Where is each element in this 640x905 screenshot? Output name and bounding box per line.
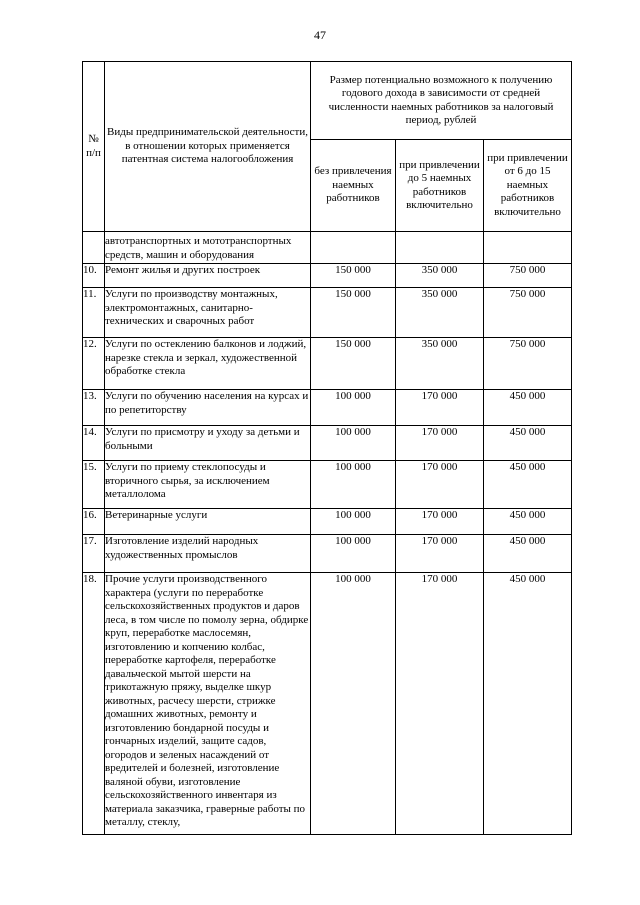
row-value-2: 170 000 [396, 535, 484, 573]
table-body [83, 232, 572, 835]
row-number: 12. [83, 338, 105, 390]
row-activity: Прочие услуги производственного характера (услуги по переработке сельскохозяйственных продуктов и даров леса, в том числе по помолу зерна, обдирке круп, переработке маслосемян, изготовлению и копчению колбас, переработке картофеля, переработке давальческой мытой шерсти на трикотажную пряжу, выделке шкур животных, расчесу шерсти, стрижке домашних животных, ремонту и изготовлению бондарной посуды и гончарных изделий, защите садов, огородов и зеленых насаждений от вредителей и болезней, изготовление валяной обуви, изготовление сельскохозяйственного инвентаря из материала заказчика, граверные работы по металлу, стеклу, [105, 573, 311, 835]
table-row [83, 573, 572, 835]
row-number: 17. [83, 535, 105, 573]
row-value-2: 350 000 [396, 338, 484, 390]
row-value-3 [484, 232, 572, 264]
row-value-3: 450 000 [484, 573, 572, 835]
table-header [83, 62, 572, 232]
row-value-2: 170 000 [396, 390, 484, 426]
page-number: 47 [314, 28, 326, 42]
row-value-1: 150 000 [311, 264, 396, 288]
row-number: 14. [83, 426, 105, 461]
header-6-to-15: при привлечении от 6 до 15 наемных работников включительно [484, 140, 572, 232]
row-value-1: 100 000 [311, 426, 396, 461]
row-value-3: 750 000 [484, 288, 572, 338]
table-row [83, 338, 572, 390]
row-value-2 [396, 232, 484, 264]
row-value-2: 350 000 [396, 264, 484, 288]
row-number: 10. [83, 264, 105, 288]
row-activity: Услуги по приему стеклопосуды и вторичного сырья, за исключением металлолома [105, 461, 311, 509]
table-row [83, 288, 572, 338]
table-row [83, 535, 572, 573]
row-activity: автотранспортных и мототранспортных средств, машин и оборудования [105, 232, 311, 264]
row-value-1: 100 000 [311, 509, 396, 535]
row-value-3: 450 000 [484, 461, 572, 509]
row-value-2: 350 000 [396, 288, 484, 338]
row-value-1: 150 000 [311, 338, 396, 390]
row-activity: Услуги по остеклению балконов и лоджий, нарезке стекла и зеркал, художественной обработке стекла [105, 338, 311, 390]
patent-income-table [82, 61, 572, 835]
table-row [83, 264, 572, 288]
row-value-3: 450 000 [484, 509, 572, 535]
table-row-continuation [83, 232, 572, 264]
row-value-2: 170 000 [396, 509, 484, 535]
row-activity: Услуги по обучению населения на курсах и по репетиторству [105, 390, 311, 426]
table-row [83, 461, 572, 509]
row-value-3: 450 000 [484, 390, 572, 426]
row-number: 16. [83, 509, 105, 535]
row-value-3: 750 000 [484, 264, 572, 288]
row-value-3: 750 000 [484, 338, 572, 390]
header-up-to-5: при привлечении до 5 наемных работников включительно [396, 140, 484, 232]
table-row [83, 509, 572, 535]
row-value-2: 170 000 [396, 461, 484, 509]
row-number: 18. [83, 573, 105, 835]
row-activity: Услуги по производству монтажных, электромонтажных, санитарно-технических и сварочных работ [105, 288, 311, 338]
row-value-1 [311, 232, 396, 264]
row-activity: Услуги по присмотру и уходу за детьми и больными [105, 426, 311, 461]
row-value-1: 150 000 [311, 288, 396, 338]
row-value-2: 170 000 [396, 573, 484, 835]
row-value-1: 100 000 [311, 461, 396, 509]
row-number [83, 232, 105, 264]
row-value-2: 170 000 [396, 426, 484, 461]
row-number: 13. [83, 390, 105, 426]
row-activity: Ремонт жилья и других построек [105, 264, 311, 288]
row-value-1: 100 000 [311, 573, 396, 835]
header-income-group: Размер потенциально возможного к получению годового дохода в зависимости от средней численности наемных работников за налоговый период, рублей [311, 62, 572, 140]
header-activity: Виды предпринимательской деятельности, в отношении которых применяется патентная система налогообложения [105, 62, 311, 232]
row-activity: Ветеринарные услуги [105, 509, 311, 535]
table-row [83, 426, 572, 461]
row-value-1: 100 000 [311, 390, 396, 426]
table-row [83, 390, 572, 426]
row-number: 15. [83, 461, 105, 509]
row-value-1: 100 000 [311, 535, 396, 573]
header-no-employees: без привлечения наемных работников [311, 140, 396, 232]
row-activity: Изготовление изделий народных художественных промыслов [105, 535, 311, 573]
row-value-3: 450 000 [484, 535, 572, 573]
row-number: 11. [83, 288, 105, 338]
header-number: № п/п [83, 62, 105, 232]
row-value-3: 450 000 [484, 426, 572, 461]
